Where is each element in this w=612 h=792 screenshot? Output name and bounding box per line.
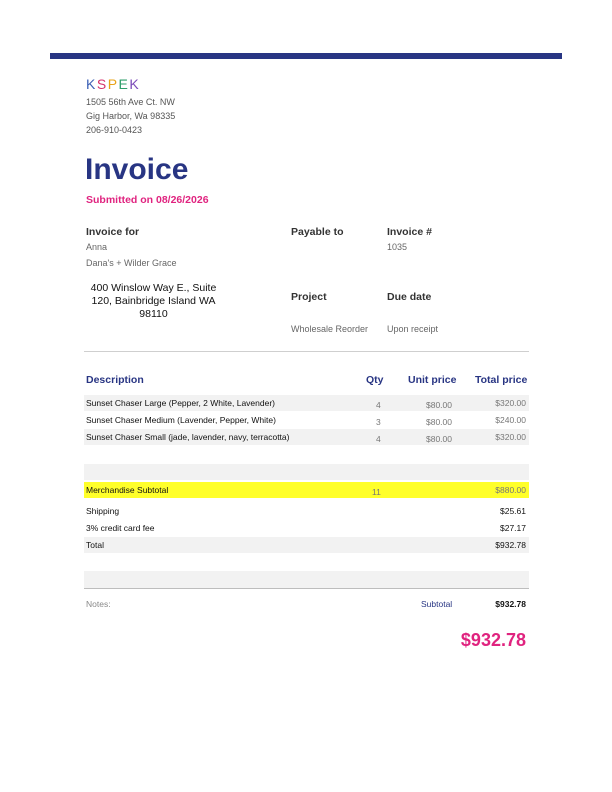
spacer-row: [84, 464, 529, 480]
grand-total: $932.78: [460, 630, 526, 650]
item-unit-price: $80.00: [426, 434, 452, 444]
merch-subtotal-qty: 11: [372, 487, 381, 497]
total-value: $932.78: [495, 540, 526, 550]
company-logo: KSPEK: [86, 76, 141, 92]
shipping-label: Shipping: [86, 506, 120, 516]
item-description: Sunset Chaser Medium (Lavender, Pepper, White): [86, 415, 276, 425]
col-header-description: Description: [86, 374, 144, 386]
merch-subtotal-label: Merchandise Subtotal: [86, 485, 169, 495]
item-qty: 4: [376, 434, 381, 444]
total-label: Total: [86, 540, 104, 550]
subtotal-value: $932.78: [495, 599, 526, 609]
shipping-row: [84, 503, 529, 519]
header-bar: [50, 53, 562, 59]
shipping-value: $25.61: [500, 506, 526, 516]
item-qty: 3: [376, 417, 381, 427]
item-qty: 4: [376, 400, 381, 410]
due-date-value: Upon receipt: [387, 324, 439, 334]
item-description: Sunset Chaser Small (jade, lavender, navy, terracotta): [86, 432, 290, 442]
notes-label: Notes:: [86, 599, 111, 609]
page-title: Invoice: [85, 153, 189, 186]
invoice-number: 1035: [387, 242, 408, 252]
client-company: Dana's + Wilder Grace: [86, 258, 177, 268]
client-name: Anna: [86, 242, 108, 252]
item-total: $320.00: [495, 432, 526, 442]
company-address-line1: 1505 56th Ave Ct. NW: [86, 97, 175, 107]
item-total: $240.00: [495, 415, 526, 425]
item-unit-price: $80.00: [426, 417, 452, 427]
subtotal-label: Subtotal: [421, 599, 453, 609]
divider: [84, 588, 529, 589]
company-phone: 206-910-0423: [86, 125, 143, 135]
project-label: Project: [291, 291, 327, 303]
col-header-total-price: Total price: [475, 374, 528, 386]
spacer-row: [84, 571, 529, 588]
cc-fee-value: $27.17: [500, 523, 526, 533]
company-address-line2: Gig Harbor, Wa 98335: [86, 111, 176, 121]
item-total: $320.00: [495, 398, 526, 408]
table-row: [84, 395, 529, 411]
payable-to-label: Payable to: [291, 226, 344, 238]
project-value: Wholesale Reorder: [291, 324, 369, 334]
cc-fee-row: [84, 520, 529, 536]
due-date-label: Due date: [387, 291, 432, 303]
divider: [84, 351, 529, 352]
table-row: [84, 412, 529, 428]
col-header-qty: Qty: [366, 374, 384, 386]
item-description: Sunset Chaser Large (Pepper, 2 White, Lavender): [86, 398, 275, 408]
item-unit-price: $80.00: [426, 400, 452, 410]
invoice-number-label: Invoice #: [387, 226, 432, 238]
client-street: 400 Winslow Way E., Suite 120, Bainbridge Island WA 98110: [90, 282, 217, 320]
merch-subtotal-total: $880.00: [495, 485, 526, 495]
merch-subtotal-row: [84, 482, 529, 498]
table-row: [84, 429, 529, 445]
invoice-for-label: Invoice for: [86, 226, 140, 238]
col-header-unit-price: Unit price: [408, 374, 457, 386]
submitted-date: Submitted on 08/26/2026: [86, 194, 209, 206]
total-row: [84, 537, 529, 553]
cc-fee-label: 3% credit card fee: [86, 523, 155, 533]
